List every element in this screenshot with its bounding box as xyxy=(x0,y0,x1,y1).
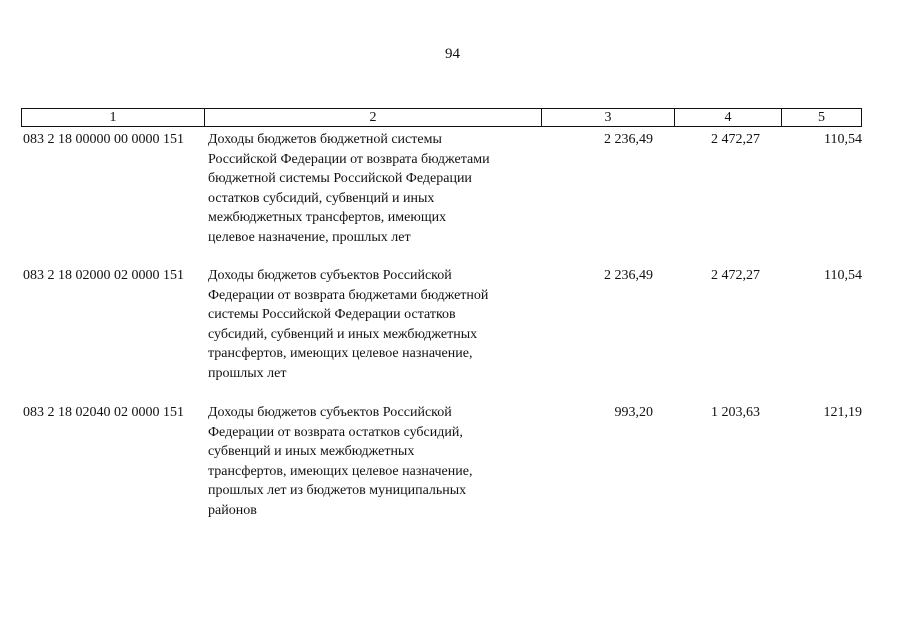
value-col-4: 1 203,63 xyxy=(711,405,760,420)
value-col-5: 121,19 xyxy=(823,405,862,420)
table-header-row xyxy=(21,108,862,127)
value-col-4: 2 472,27 xyxy=(711,132,760,147)
value-col-3: 2 236,49 xyxy=(604,268,653,283)
value-col-5: 110,54 xyxy=(824,268,862,283)
header-cell-4: 4 xyxy=(675,109,782,126)
header-cell-5: 5 xyxy=(818,110,825,125)
value-col-4: 2 472,27 xyxy=(711,268,760,283)
header-cell-1: 1 xyxy=(22,109,205,126)
header-cell-2: 2 xyxy=(205,109,542,126)
header-cell-3: 3 xyxy=(542,109,675,126)
page-number: 94 xyxy=(445,46,460,62)
budget-code: 083 2 18 02040 02 0000 151 xyxy=(23,405,184,420)
budget-code: 083 2 18 02000 02 0000 151 xyxy=(23,268,184,283)
income-description: Доходы бюджетов бюджетной системы Российской Федерации от возврата бюджетами бюджетной системы Российской Федерации остатков субсидий, субвенций и иных межбюджетных трансфертов, имеющих целевое назначение, прошлых лет xyxy=(208,132,490,245)
value-col-3: 2 236,49 xyxy=(604,132,653,147)
income-description: Доходы бюджетов субъектов Российской Федерации от возврата остатков субсидий, субвенций и иных межбюджетных трансфертов, имеющих целевое назначение, прошлых лет из бюджетов муниципальных районов xyxy=(208,405,473,518)
value-col-5: 110,54 xyxy=(824,132,862,147)
income-description: Доходы бюджетов субъектов Российской Федерации от возврата бюджетами бюджетной системы Российской Федерации остатков субсидий, субвенций и иных межбюджетных трансфертов, имеющих целевое назначение, прошлых лет xyxy=(208,268,489,381)
value-col-3: 993,20 xyxy=(614,405,653,420)
budget-code: 083 2 18 00000 00 0000 151 xyxy=(23,132,184,147)
